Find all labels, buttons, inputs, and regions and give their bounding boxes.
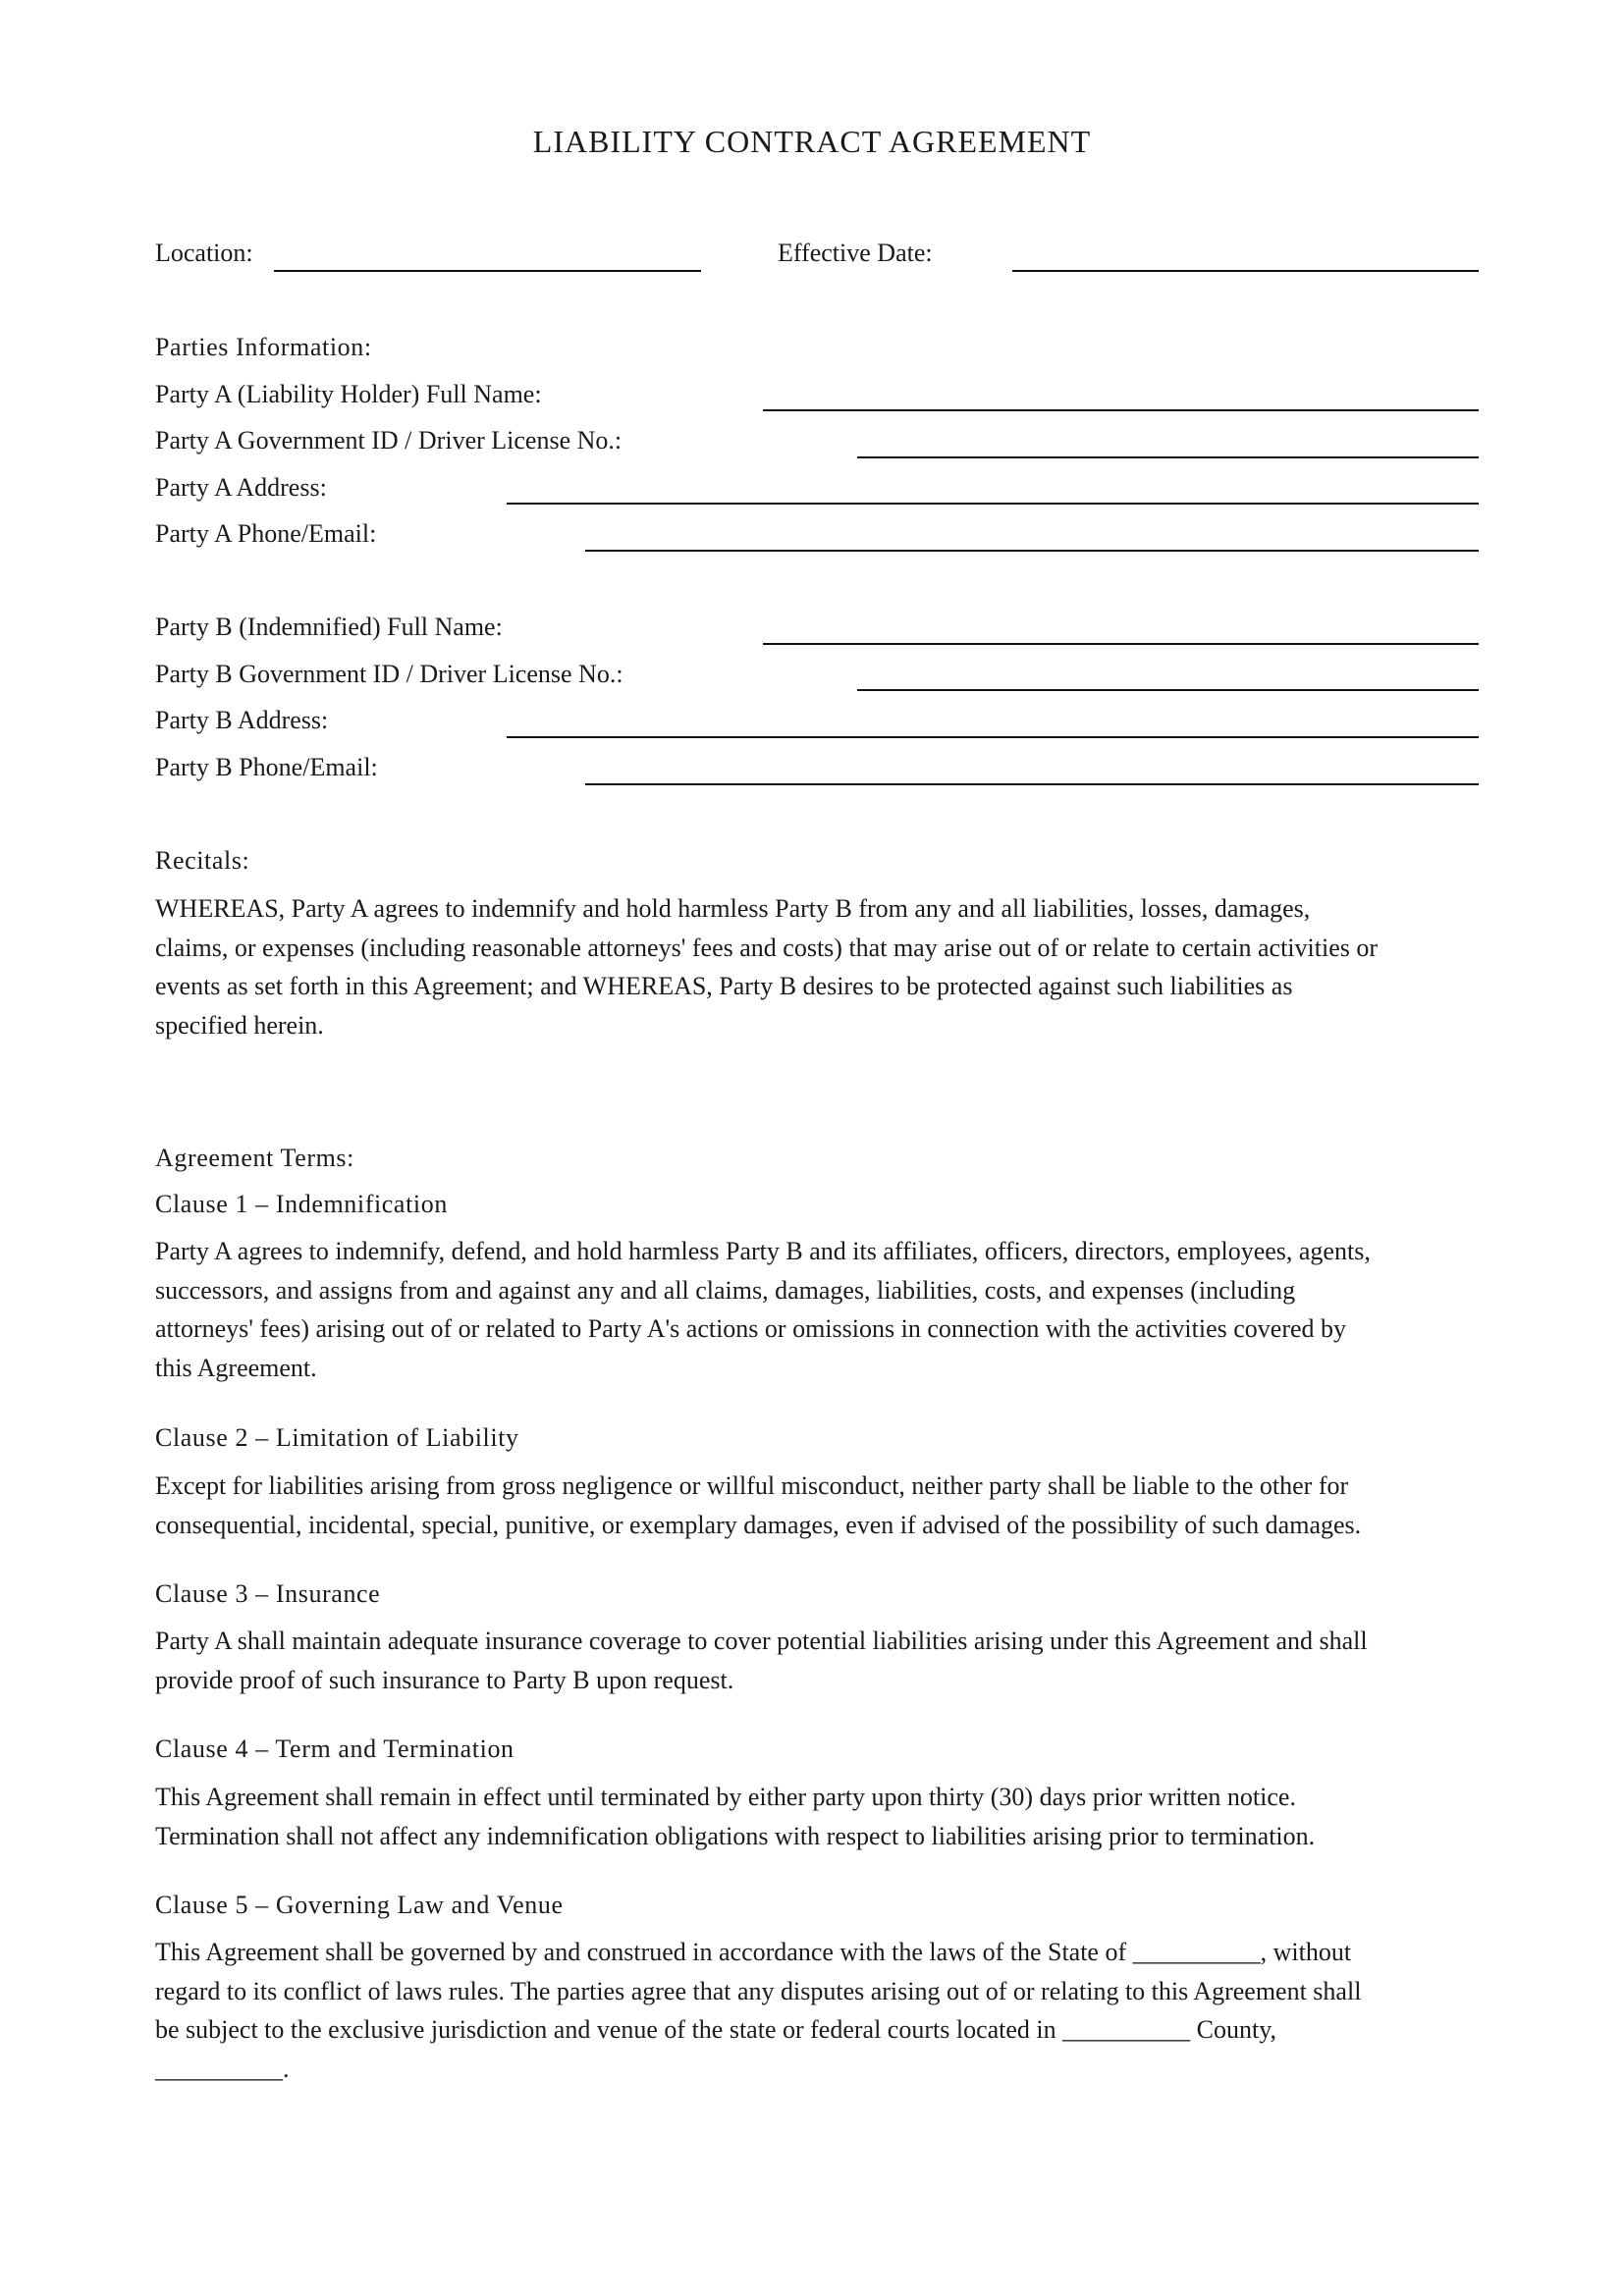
document-title: LIABILITY CONTRACT AGREEMENT <box>532 124 1092 159</box>
party-b-address-blank-line[interactable] <box>507 736 1479 738</box>
clause-5-line: regard to its conflict of laws rules. The parties agree that any disputes arising out of or relating to this Agreement shall <box>155 1976 1362 2005</box>
clause-1-line: successors, and assigns from and against any and all claims, damages, liabilities, costs, and expenses (including <box>155 1275 1296 1305</box>
location-label: Location: <box>155 239 253 267</box>
clause-3-title: Clause 3 – Insurance <box>155 1579 381 1608</box>
party-a-name-blank-line[interactable] <box>763 409 1479 411</box>
clause-1-line: attorneys' fees) arising out of or related to Party A's actions or omissions in connection with the activities covered by <box>155 1314 1347 1343</box>
clause-4-body <box>155 1778 1481 1855</box>
clause-1-title: Clause 1 – Indemnification <box>155 1190 448 1218</box>
party-a-address-blank-line[interactable] <box>507 503 1479 505</box>
party-a-contact-blank-line[interactable] <box>585 550 1479 552</box>
agreement-terms-heading: Agreement Terms: <box>155 1144 354 1172</box>
clause-4-line: Termination shall not affect any indemnification obligations with respect to liabilities arising prior to termination. <box>155 1821 1316 1850</box>
clause-2-line: consequential, incidental, special, punitive, or exemplary damages, even if advised of the possibility of such damages. <box>155 1510 1362 1539</box>
clause-1-line: this Agreement. <box>155 1353 317 1382</box>
clause-4-line: This Agreement shall remain in effect until terminated by either party upon thirty (30) days prior written notice. <box>155 1783 1296 1811</box>
location-blank-line[interactable] <box>274 270 701 272</box>
party-a-address-label: Party A Address: <box>155 473 327 502</box>
clause-5-body <box>155 1933 1481 2088</box>
party-b-address-label: Party B Address: <box>155 706 329 734</box>
recitals-line: claims, or expenses (including reasonable attorneys' fees and costs) that may arise out of or relate to certain activities or <box>155 933 1379 962</box>
party-a-id-label: Party A Government ID / Driver License No.: <box>155 426 623 454</box>
party-b-id-blank-line[interactable] <box>857 689 1479 691</box>
clause-1-line: Party A agrees to indemnify, defend, and hold harmless Party B and its affiliates, officers, directors, employees, agents, <box>155 1237 1371 1265</box>
clause-5-title: Clause 5 – Governing Law and Venue <box>155 1891 564 1919</box>
recitals-paragraph <box>155 889 1481 1044</box>
effective-date-label: Effective Date: <box>778 239 933 267</box>
clause-4-title: Clause 4 – Term and Termination <box>155 1735 514 1763</box>
party-b-contact-label: Party B Phone/Email: <box>155 753 378 781</box>
party-b-name-label: Party B (Indemnified) Full Name: <box>155 613 503 641</box>
recitals-line: events as set forth in this Agreement; and WHEREAS, Party B desires to be protected against such liabilities as <box>155 972 1293 1000</box>
clause-3-line: Party A shall maintain adequate insurance coverage to cover potential liabilities arising under this Agreement and shall <box>155 1627 1368 1655</box>
clause-3-line: provide proof of such insurance to Party B upon request. <box>155 1665 734 1694</box>
clause-2-line: Except for liabilities arising from gross negligence or willful misconduct, neither party shall be liable to the other for <box>155 1471 1349 1500</box>
clause-2-body <box>155 1467 1481 1544</box>
party-b-contact-blank-line[interactable] <box>585 783 1479 785</box>
clause-3-body <box>155 1622 1481 1699</box>
party-a-id-blank-line[interactable] <box>857 456 1479 458</box>
clause-5-line: be subject to the exclusive jurisdiction and venue of the state or federal courts located in __________ County, <box>155 2015 1277 2044</box>
clause-5-line: __________. <box>155 2054 290 2083</box>
recitals-line: WHEREAS, Party A agrees to indemnify and hold harmless Party B from any and all liabilities, losses, damages, <box>155 894 1311 923</box>
clause-2-title: Clause 2 – Limitation of Liability <box>155 1423 519 1452</box>
parties-heading: Parties Information: <box>155 333 372 361</box>
party-a-contact-label: Party A Phone/Email: <box>155 519 377 548</box>
party-b-id-label: Party B Government ID / Driver License No.: <box>155 660 623 688</box>
recitals-heading: Recitals: <box>155 846 250 875</box>
clause-5-line: This Agreement shall be governed by and construed in accordance with the laws of the State of __________, without <box>155 1938 1352 1966</box>
party-a-name-label: Party A (Liability Holder) Full Name: <box>155 380 542 408</box>
clause-1-body <box>155 1232 1481 1387</box>
effective-date-blank-line[interactable] <box>1012 270 1479 272</box>
party-b-name-blank-line[interactable] <box>763 643 1479 645</box>
recitals-line: specified herein. <box>155 1010 324 1040</box>
